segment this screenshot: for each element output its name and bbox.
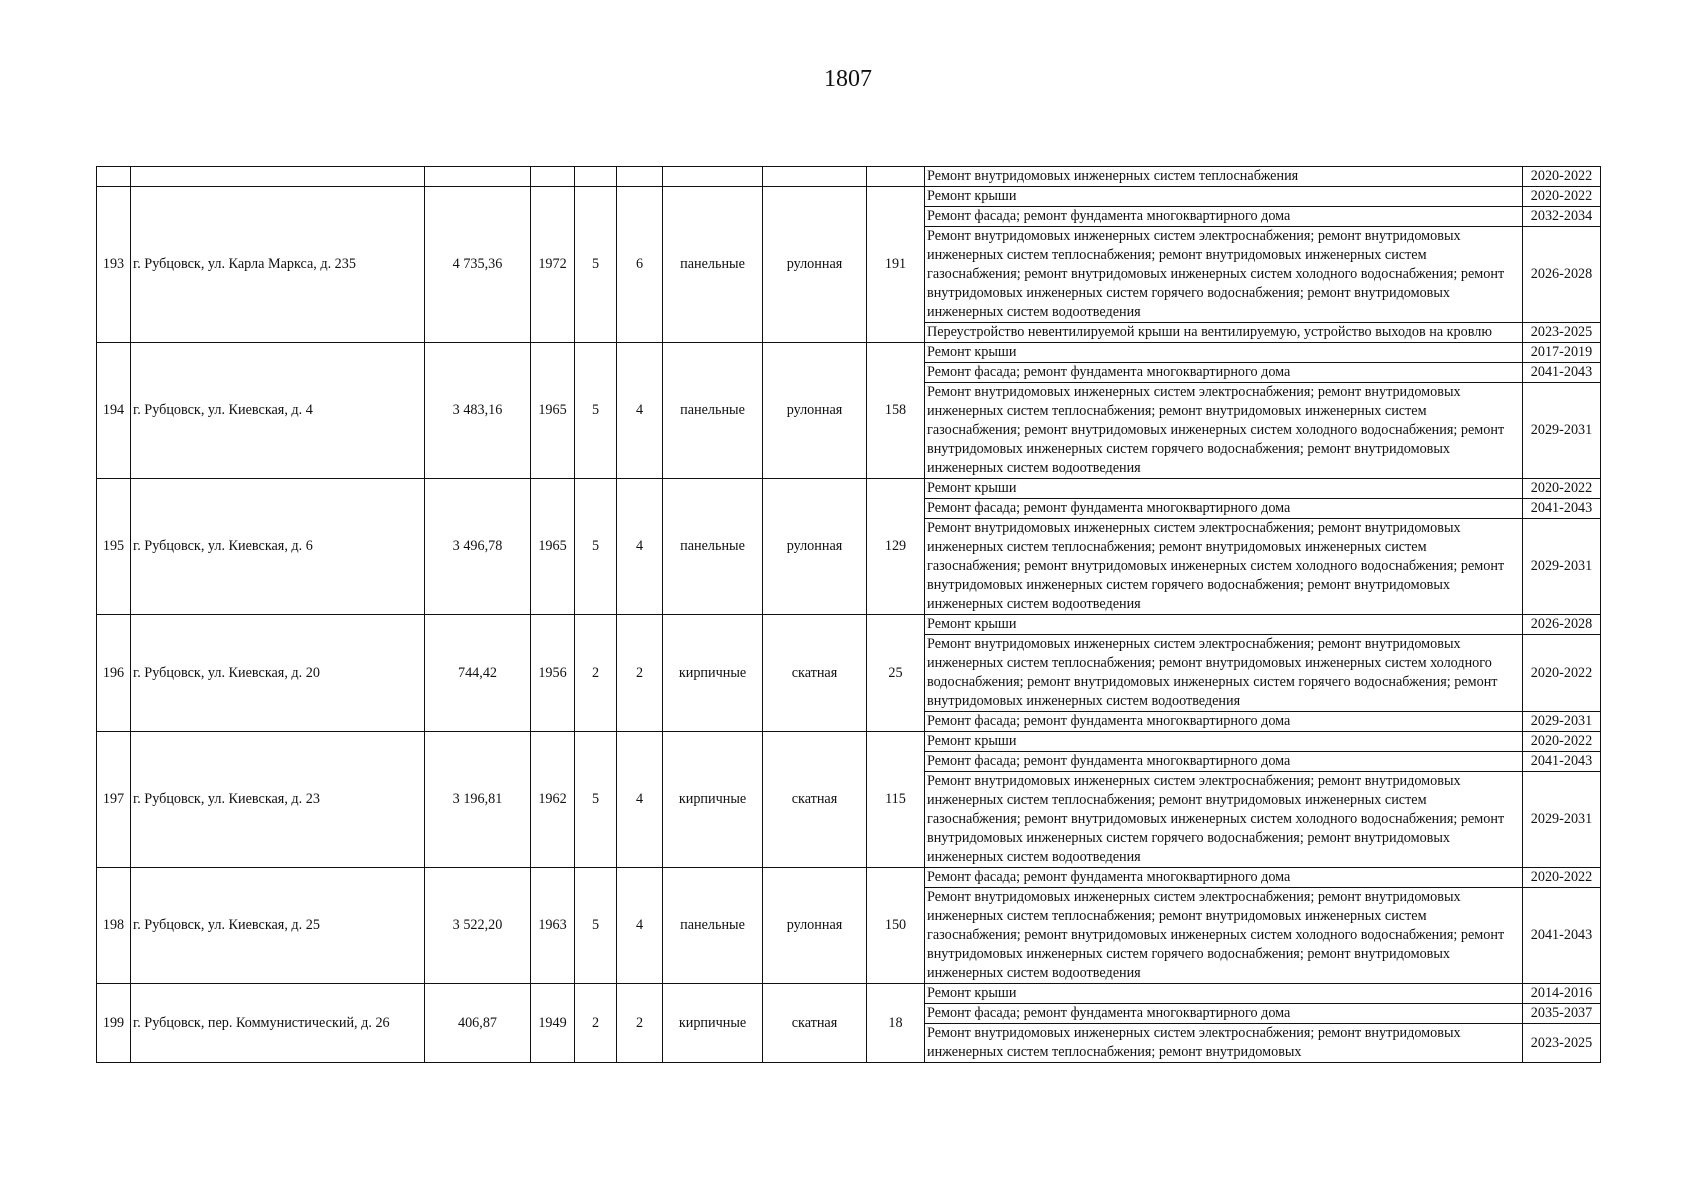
residents-count: 115 bbox=[867, 732, 925, 868]
building-floors: 5 bbox=[575, 479, 617, 615]
wall-material bbox=[663, 167, 763, 187]
building-number: 193 bbox=[97, 187, 131, 343]
wall-material: панельные bbox=[663, 343, 763, 479]
work-description: Переустройство невентилируемой крыши на вентилируемую, устройство выходов на кровлю bbox=[925, 323, 1523, 343]
work-description: Ремонт внутридомовых инженерных систем электроснабжения; ремонт внутридомовых инженерных систем теплоснабжения; ремонт внутридомовых инженерных систем газоснабжения; ремонт внутридомовых инженерных систем холодного водоснабжения; ремонт внутридомовых инженерных систем горячего водоснабжения; ремонт внутридомовых инженерных систем водоотведения bbox=[925, 519, 1523, 615]
registry-body bbox=[97, 167, 1601, 1063]
building-year: 1965 bbox=[531, 479, 575, 615]
wall-material: кирпичные bbox=[663, 615, 763, 732]
building-year: 1965 bbox=[531, 343, 575, 479]
work-description: Ремонт внутридомовых инженерных систем электроснабжения; ремонт внутридомовых инженерных систем теплоснабжения; ремонт внутридомовых инженерных систем холодного водоснабжения; ремонт внутридомовых инженерных систем горячего водоснабжения; ремонт внутридомовых инженерных систем водоотведения bbox=[925, 635, 1523, 712]
roof-type: скатная bbox=[763, 615, 867, 732]
building-entrances: 4 bbox=[617, 343, 663, 479]
work-description: Ремонт крыши bbox=[925, 615, 1523, 635]
residents-count bbox=[867, 167, 925, 187]
work-description: Ремонт внутридомовых инженерных систем теплоснабжения bbox=[925, 167, 1523, 187]
building-address: г. Рубцовск, ул. Киевская, д. 23 bbox=[131, 732, 425, 868]
residents-count: 150 bbox=[867, 868, 925, 984]
building-year: 1956 bbox=[531, 615, 575, 732]
residents-count: 18 bbox=[867, 984, 925, 1063]
work-period: 2023-2025 bbox=[1523, 1024, 1601, 1063]
building-area: 744,42 bbox=[425, 615, 531, 732]
work-period: 2041-2043 bbox=[1523, 888, 1601, 984]
roof-type: скатная bbox=[763, 732, 867, 868]
building-number: 198 bbox=[97, 868, 131, 984]
work-description: Ремонт внутридомовых инженерных систем электроснабжения; ремонт внутридомовых инженерных систем теплоснабжения; ремонт внутридомовых инженерных систем газоснабжения; ремонт внутридомовых инженерных систем холодного водоснабжения; ремонт внутридомовых инженерных систем горячего водоснабжения; ремонт внутридомовых инженерных систем водоотведения bbox=[925, 227, 1523, 323]
work-period: 2026-2028 bbox=[1523, 615, 1601, 635]
building-floors: 2 bbox=[575, 984, 617, 1063]
roof-type: рулонная bbox=[763, 479, 867, 615]
work-period: 2020-2022 bbox=[1523, 635, 1601, 712]
building-entrances: 2 bbox=[617, 615, 663, 732]
work-period: 2023-2025 bbox=[1523, 323, 1601, 343]
work-period: 2020-2022 bbox=[1523, 167, 1601, 187]
table-row bbox=[97, 984, 1601, 1004]
page-number: 1807 bbox=[824, 66, 872, 92]
registry-table bbox=[96, 166, 1601, 1063]
building-floors bbox=[575, 167, 617, 187]
work-period: 2029-2031 bbox=[1523, 772, 1601, 868]
work-period: 2035-2037 bbox=[1523, 1004, 1601, 1024]
work-period: 2029-2031 bbox=[1523, 519, 1601, 615]
building-number: 199 bbox=[97, 984, 131, 1063]
building-address: г. Рубцовск, ул. Киевская, д. 4 bbox=[131, 343, 425, 479]
residents-count: 158 bbox=[867, 343, 925, 479]
wall-material: панельные bbox=[663, 868, 763, 984]
work-description: Ремонт внутридомовых инженерных систем электроснабжения; ремонт внутридомовых инженерных систем теплоснабжения; ремонт внутридомовых инженерных систем газоснабжения; ремонт внутридомовых инженерных систем холодного водоснабжения; ремонт внутридомовых инженерных систем горячего водоснабжения; ремонт внутридомовых инженерных систем водоотведения bbox=[925, 383, 1523, 479]
work-description: Ремонт крыши bbox=[925, 187, 1523, 207]
work-period: 2032-2034 bbox=[1523, 207, 1601, 227]
table-row bbox=[97, 187, 1601, 207]
building-floors: 5 bbox=[575, 187, 617, 343]
work-period: 2017-2019 bbox=[1523, 343, 1601, 363]
building-address: г. Рубцовск, ул. Киевская, д. 6 bbox=[131, 479, 425, 615]
building-address: г. Рубцовск, ул. Киевская, д. 25 bbox=[131, 868, 425, 984]
work-description: Ремонт крыши bbox=[925, 984, 1523, 1004]
work-description: Ремонт фасада; ремонт фундамента многоквартирного дома bbox=[925, 1004, 1523, 1024]
building-number bbox=[97, 167, 131, 187]
table-row bbox=[97, 167, 1601, 187]
wall-material: панельные bbox=[663, 187, 763, 343]
work-description: Ремонт фасада; ремонт фундамента многоквартирного дома bbox=[925, 363, 1523, 383]
work-description: Ремонт внутридомовых инженерных систем электроснабжения; ремонт внутридомовых инженерных систем теплоснабжения; ремонт внутридомовых инженерных систем газоснабжения; ремонт внутридомовых инженерных систем холодного водоснабжения; ремонт внутридомовых инженерных систем горячего водоснабжения; ремонт внутридомовых инженерных систем водоотведения bbox=[925, 888, 1523, 984]
residents-count: 25 bbox=[867, 615, 925, 732]
building-entrances: 4 bbox=[617, 479, 663, 615]
building-entrances: 4 bbox=[617, 732, 663, 868]
work-description: Ремонт фасада; ремонт фундамента многоквартирного дома bbox=[925, 712, 1523, 732]
work-period: 2029-2031 bbox=[1523, 383, 1601, 479]
roof-type: рулонная bbox=[763, 868, 867, 984]
wall-material: панельные bbox=[663, 479, 763, 615]
work-description: Ремонт фасада; ремонт фундамента многоквартирного дома bbox=[925, 499, 1523, 519]
building-year bbox=[531, 167, 575, 187]
building-address: г. Рубцовск, ул. Киевская, д. 20 bbox=[131, 615, 425, 732]
building-area: 4 735,36 bbox=[425, 187, 531, 343]
roof-type: рулонная bbox=[763, 343, 867, 479]
work-description: Ремонт фасада; ремонт фундамента многоквартирного дома bbox=[925, 752, 1523, 772]
building-area: 3 483,16 bbox=[425, 343, 531, 479]
building-number: 196 bbox=[97, 615, 131, 732]
building-floors: 5 bbox=[575, 868, 617, 984]
building-entrances bbox=[617, 167, 663, 187]
work-period: 2029-2031 bbox=[1523, 712, 1601, 732]
work-period: 2041-2043 bbox=[1523, 363, 1601, 383]
work-description: Ремонт внутридомовых инженерных систем электроснабжения; ремонт внутридомовых инженерных систем теплоснабжения; ремонт внутридомовых bbox=[925, 1024, 1523, 1063]
work-period: 2041-2043 bbox=[1523, 752, 1601, 772]
work-period: 2041-2043 bbox=[1523, 499, 1601, 519]
building-number: 194 bbox=[97, 343, 131, 479]
work-period: 2014-2016 bbox=[1523, 984, 1601, 1004]
building-entrances: 6 bbox=[617, 187, 663, 343]
work-period: 2020-2022 bbox=[1523, 187, 1601, 207]
table-row bbox=[97, 868, 1601, 888]
work-period: 2020-2022 bbox=[1523, 868, 1601, 888]
building-entrances: 2 bbox=[617, 984, 663, 1063]
building-area: 3 496,78 bbox=[425, 479, 531, 615]
building-floors: 5 bbox=[575, 732, 617, 868]
work-period: 2020-2022 bbox=[1523, 479, 1601, 499]
roof-type: рулонная bbox=[763, 187, 867, 343]
work-description: Ремонт внутридомовых инженерных систем электроснабжения; ремонт внутридомовых инженерных систем теплоснабжения; ремонт внутридомовых инженерных систем газоснабжения; ремонт внутридомовых инженерных систем холодного водоснабжения; ремонт внутридомовых инженерных систем горячего водоснабжения; ремонт внутридомовых инженерных систем водоотведения bbox=[925, 772, 1523, 868]
table-row bbox=[97, 732, 1601, 752]
wall-material: кирпичные bbox=[663, 732, 763, 868]
residents-count: 191 bbox=[867, 187, 925, 343]
building-address: г. Рубцовск, пер. Коммунистический, д. 26 bbox=[131, 984, 425, 1063]
table-row bbox=[97, 343, 1601, 363]
work-description: Ремонт фасада; ремонт фундамента многоквартирного дома bbox=[925, 207, 1523, 227]
building-number: 197 bbox=[97, 732, 131, 868]
building-year: 1972 bbox=[531, 187, 575, 343]
building-area bbox=[425, 167, 531, 187]
building-year: 1962 bbox=[531, 732, 575, 868]
building-floors: 5 bbox=[575, 343, 617, 479]
work-period: 2026-2028 bbox=[1523, 227, 1601, 323]
residents-count: 129 bbox=[867, 479, 925, 615]
building-area: 3 522,20 bbox=[425, 868, 531, 984]
work-description: Ремонт крыши bbox=[925, 343, 1523, 363]
building-year: 1963 bbox=[531, 868, 575, 984]
table-row bbox=[97, 479, 1601, 499]
building-address: г. Рубцовск, ул. Карла Маркса, д. 235 bbox=[131, 187, 425, 343]
building-number: 195 bbox=[97, 479, 131, 615]
building-entrances: 4 bbox=[617, 868, 663, 984]
building-floors: 2 bbox=[575, 615, 617, 732]
roof-type: скатная bbox=[763, 984, 867, 1063]
work-description: Ремонт крыши bbox=[925, 479, 1523, 499]
work-description: Ремонт крыши bbox=[925, 732, 1523, 752]
work-period: 2020-2022 bbox=[1523, 732, 1601, 752]
building-address bbox=[131, 167, 425, 187]
building-area: 3 196,81 bbox=[425, 732, 531, 868]
roof-type bbox=[763, 167, 867, 187]
building-area: 406,87 bbox=[425, 984, 531, 1063]
table-row bbox=[97, 615, 1601, 635]
work-description: Ремонт фасада; ремонт фундамента многоквартирного дома bbox=[925, 868, 1523, 888]
building-year: 1949 bbox=[531, 984, 575, 1063]
wall-material: кирпичные bbox=[663, 984, 763, 1063]
